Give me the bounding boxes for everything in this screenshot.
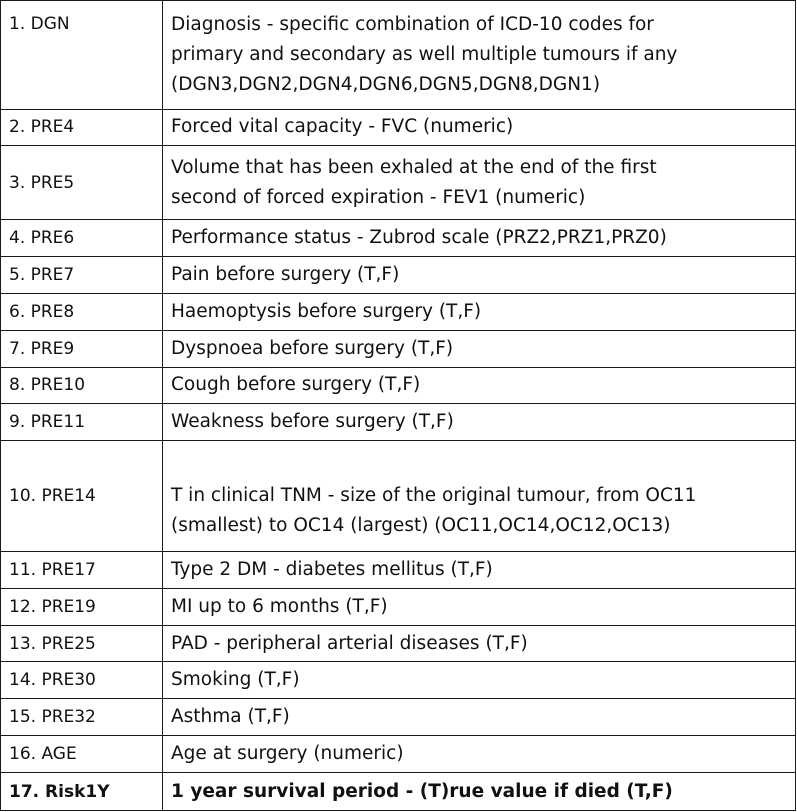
description-line: Diagnosis - specific combination of ICD-10 codes for [171,13,654,35]
description-line: Volume that has been exhaled at the end of the first [171,156,657,178]
description-line: T in clinical TNM - size of the original tumour, from OC11 [171,485,697,507]
attribute-id: 14. PRE30 [1,662,163,699]
attribute-id: 12. PRE19 [1,588,163,625]
table-row [1,1,796,110]
description-line: (DGN3,DGN2,DGN4,DGN6,DGN5,DGN8,DGN1) [171,73,601,95]
attribute-id: 1. DGN [1,1,163,110]
attribute-description: MI up to 6 months (T,F) [163,588,796,625]
attribute-id: 11. PRE17 [1,551,163,588]
attribute-id: 7. PRE9 [1,330,163,367]
attribute-id: 2. PRE4 [1,109,163,146]
attribute-id: 15. PRE32 [1,699,163,736]
attribute-id: 16. AGE [1,736,163,773]
table-row [1,404,796,441]
attribute-description: PAD - peripheral arterial diseases (T,F) [163,625,796,662]
table-row [1,662,796,699]
attribute-id: 13. PRE25 [1,625,163,662]
attribute-description: Cough before surgery (T,F) [163,367,796,404]
table-row [1,367,796,404]
table-row [1,293,796,330]
attribute-description: Performance status - Zubrod scale (PRZ2,PRZ1,PRZ0) [163,220,796,257]
attribute-description: Age at surgery (numeric) [163,736,796,773]
table-row [1,256,796,293]
attribute-id: 3. PRE5 [1,146,163,220]
attribute-id: 9. PRE11 [1,404,163,441]
attribute-description [163,441,796,552]
table-row [1,625,796,662]
table-row [1,441,796,552]
attribute-description: Weakness before surgery (T,F) [163,404,796,441]
description-line: primary and secondary as well multiple tumours if any [171,43,678,65]
table-row [1,773,796,811]
attribute-description: Haemoptysis before surgery (T,F) [163,293,796,330]
table-row [1,220,796,257]
attribute-id: 17. Risk1Y [1,773,163,811]
table-row [1,551,796,588]
table-row [1,330,796,367]
attribute-id: 10. PRE14 [1,441,163,552]
table-row [1,699,796,736]
table-row [1,146,796,220]
attribute-id: 6. PRE8 [1,293,163,330]
attribute-description [163,146,796,220]
attribute-description: Pain before surgery (T,F) [163,256,796,293]
attribute-description: Forced vital capacity - FVC (numeric) [163,109,796,146]
description-line: second of forced expiration - FEV1 (numeric) [171,186,586,208]
attribute-description: 1 year survival period - (T)rue value if died (T,F) [163,773,796,811]
attribute-description: Asthma (T,F) [163,699,796,736]
attribute-description: Type 2 DM - diabetes mellitus (T,F) [163,551,796,588]
table-row [1,736,796,773]
description-line: (smallest) to OC14 (largest) (OC11,OC14,OC12,OC13) [171,515,671,537]
attribute-id: 8. PRE10 [1,367,163,404]
attribute-id: 4. PRE6 [1,220,163,257]
attribute-id: 5. PRE7 [1,256,163,293]
table-row [1,588,796,625]
attribute-table-body [1,1,796,811]
table-row [1,109,796,146]
attribute-description: Dyspnoea before surgery (T,F) [163,330,796,367]
attribute-description: Smoking (T,F) [163,662,796,699]
attribute-description [163,1,796,110]
